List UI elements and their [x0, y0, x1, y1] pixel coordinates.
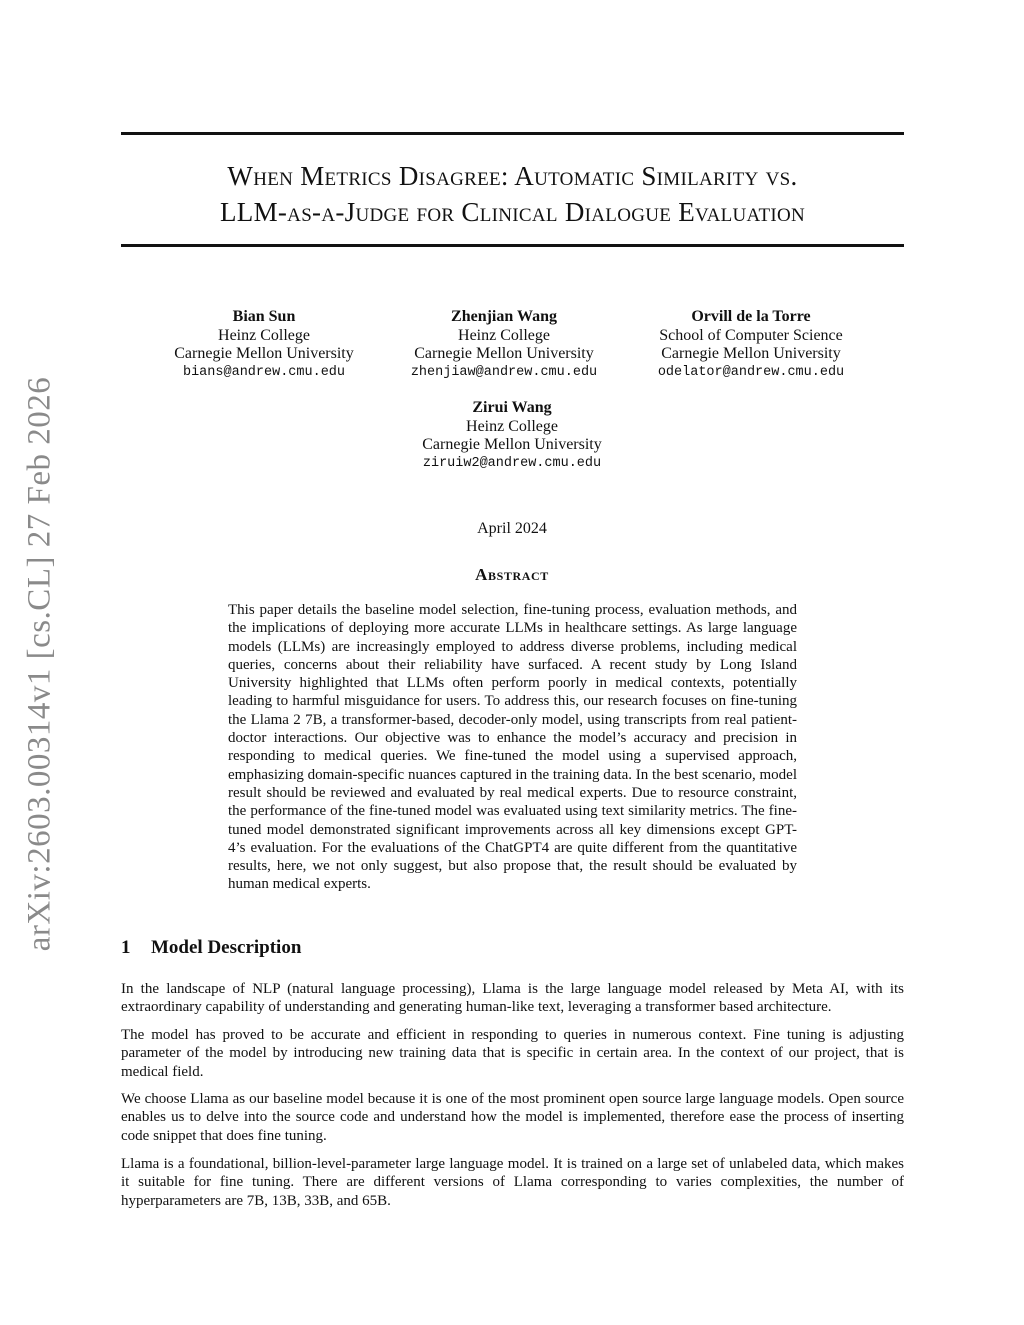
author-name: Zirui Wang	[472, 399, 552, 416]
author-email[interactable]: bians@andrew.cmu.edu	[182, 364, 346, 380]
author-email[interactable]: ziruiw2@andrew.cmu.edu	[422, 455, 602, 471]
author-name: Orvill de la Torre	[691, 308, 811, 325]
abstract-text: This paper details the baseline model selection, fine-tuning process, evaluation methods, and the implications of deploying more accurate LLMs in healthcare settings. As large language models (LLMs) are increasingly employed to address diverse problems, including medical queries, concerns about their reliability have surfaced. A recent study by Long Island University highlighted that LLMs often perform poorly in medical contexts, potentially leading to harmful misguidance for users. To address this, our research focuses on fine-tuning the Llama 2 7B, a transformer-based, decoder-only model, using transcripts from real patient-doctor interactions. Our objective was to enhance the model’s accuracy and precision in responding to medical queries. We fine-tuned the model using a supervised approach, emphasizing domain-specific nuances captured in the training data. In the best scenario, model result should be reviewed and evaluated by real medical experts. Due to resource constraint, the performance of the fine-tuned model was evaluated using text similarity metrics. The fine-tuned model demonstrated significant improvements across all key dimensions except GPT-4’s evaluation. For the evaluations of the ChatGPT4 are quite different from the quantitative results, here, we not only suggest, but also propose that, the result should be evaluated by human medical experts.	[228, 602, 797, 893]
author-department: Heinz College	[218, 326, 310, 344]
body-paragraph: The model has proved to be accurate and efficient in responding to queries in numerous context. Fine tuning is adjusting parameter of the model by introducing new training data that is specific in certain area. In the context of our project, that is medical field.	[121, 1027, 904, 1080]
author-name: Zhenjian Wang	[451, 308, 557, 325]
author-block	[144, 308, 384, 382]
title-bottom-rule	[121, 244, 904, 247]
author-department: Heinz College	[458, 326, 550, 344]
section-title: Model Description	[151, 937, 302, 958]
author-block	[631, 308, 871, 382]
body-paragraph: We choose Llama as our baseline model because it is one of the most prominent open source large language models. Open source enables us to delve into the source code and understand how the model is implemented, therefore ease the process of inserting code snippet that does fine tuning.	[121, 1091, 904, 1144]
arxiv-identifier-stamp: arXiv:2603.00314v1 [cs.CL] 27 Feb 2026	[21, 376, 58, 952]
author-university: Carnegie Mellon University	[422, 436, 602, 453]
body-paragraph: In the landscape of NLP (natural language processing), Llama is the large language model released by Meta AI, with its extraordinary capability of understanding and generating human-like text, leveraging a transformer based architecture.	[121, 981, 904, 1016]
title-line-1: When Metrics Disagree: Automatic Similarity vs.	[227, 161, 798, 191]
author-block	[392, 399, 632, 473]
title-top-rule	[121, 132, 904, 135]
abstract-heading: Abstract	[475, 565, 549, 584]
author-email[interactable]: odelator@andrew.cmu.edu	[657, 364, 845, 380]
publication-date: April 2024	[477, 520, 547, 537]
paper-title	[121, 158, 904, 230]
body-paragraph: Llama is a foundational, billion-level-parameter large language model. It is trained on a large set of unlabeled data, which makes it suitable for fine tuning. There are different versions of Llama corresponding to varies complexities, the number of hyperparameters are 7B, 13B, 33B, and 65B.	[121, 1156, 904, 1209]
author-email[interactable]: zhenjiaw@andrew.cmu.edu	[410, 364, 598, 380]
author-department: School of Computer Science	[659, 326, 843, 344]
author-university: Carnegie Mellon University	[414, 345, 594, 362]
author-department: Heinz College	[466, 417, 558, 435]
section-heading	[121, 937, 301, 959]
author-block	[384, 308, 624, 382]
author-name: Bian Sun	[232, 308, 296, 325]
title-line-2: LLM-as-a-Judge for Clinical Dialogue Evaluation	[219, 197, 806, 227]
section-number: 1	[121, 937, 131, 958]
author-university: Carnegie Mellon University	[174, 345, 354, 362]
author-university: Carnegie Mellon University	[661, 345, 841, 362]
